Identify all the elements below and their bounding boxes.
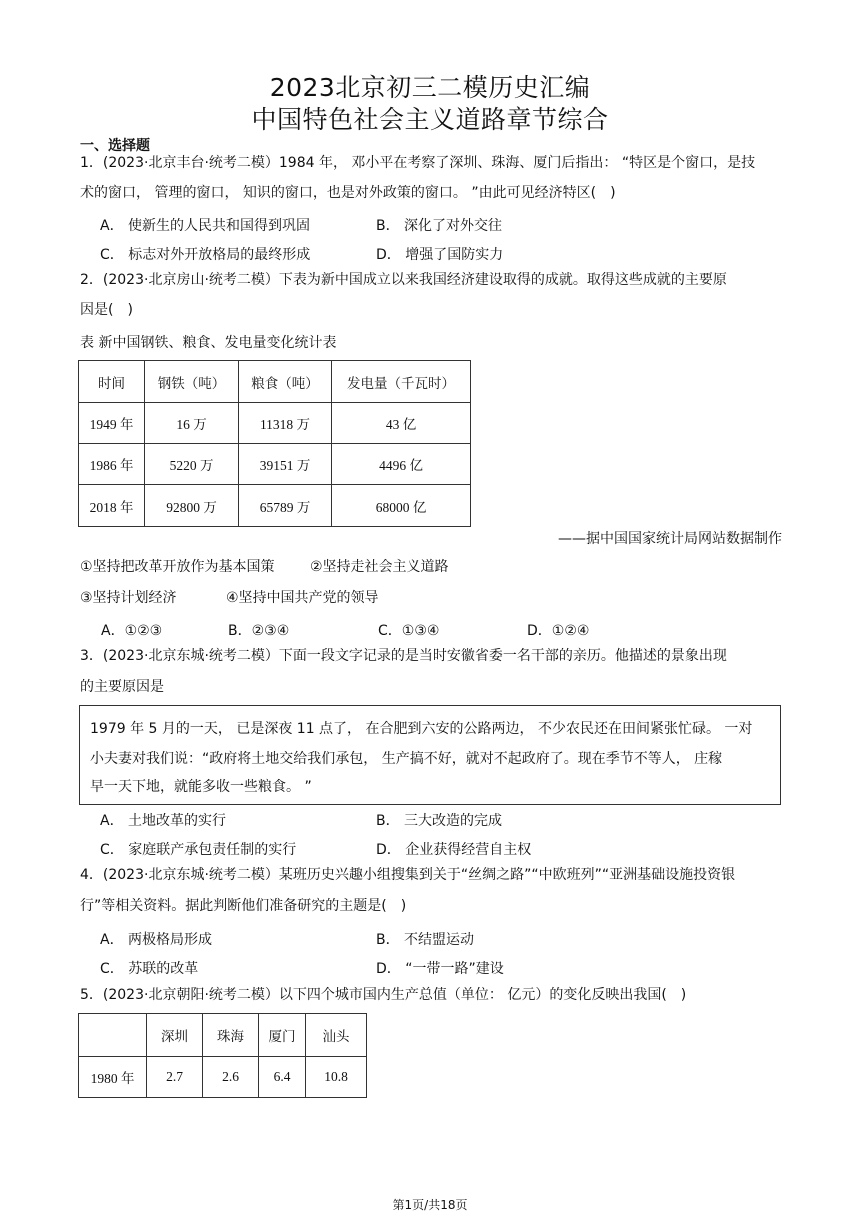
q2-option-b: B．②③④ [228,623,290,639]
q2-stem-line-1: 2．(2023·北京房山·统考二模）下表为新中国成立以来我国经济建设取得的成就。取得这些成就的主要原 [80,272,727,288]
q2-option-d: D．①②④ [527,623,590,639]
table-cell: 2.7 [147,1057,203,1098]
q1-option-d: D． 增强了国防实力 [376,247,504,263]
q1-stem-line-1: 1．(2023·北京丰台·统考二模）1984 年， 邓小平在考察了深圳、珠海、厦门后指出： “特区是个窗口，是技 [80,155,756,171]
table-cell: 68000 亿 [332,485,471,527]
table-row [79,1057,367,1098]
q5-gdp-table [78,1013,367,1098]
q1-option-c: C． 标志对外开放格局的最终形成 [100,247,311,263]
table-cell: 5220 万 [145,444,239,485]
table-header-row [79,361,471,403]
table-cell: 92800 万 [145,485,239,527]
table-cell: 16 万 [145,403,239,444]
q4-stem-line-1: 4．(2023·北京东城·统考二模）某班历史兴趣小组搜集到关于“丝绸之路”“中欧班列”“亚洲基础设施投资银 [80,867,736,883]
q2-statement-2: ②坚持走社会主义道路 [310,559,449,575]
table-cell: 39151 万 [239,444,332,485]
table-row [79,485,471,527]
table-cell: 1980 年 [79,1057,147,1098]
q1-option-a: A． 使新生的人民共和国得到巩固 [100,218,311,234]
table-cell: 11318 万 [239,403,332,444]
q2-stem-line-2: 因是( ) [80,302,133,318]
q2-table-caption: 表 新中国钢铁、粮食、发电量变化统计表 [80,335,337,351]
table-cell: 1986 年 [79,444,145,485]
table-cell: 43 亿 [332,403,471,444]
section-heading: 一、选择题 [80,138,150,154]
table-cell: 4496 亿 [332,444,471,485]
table-header-cell: 时间 [79,361,145,403]
q3-quote-line-1: 1979 年 5 月的一天， 已是深夜 11 点了， 在合肥到六安的公路两边， 不少农民还在田间紧张忙碌。 一对 [90,721,753,737]
q2-statement-3: ③坚持计划经济 [80,590,177,606]
q2-statistics-table [78,360,471,527]
table-header-cell [79,1014,147,1057]
table-row [79,403,471,444]
table-row [79,444,471,485]
table-header-cell: 深圳 [147,1014,203,1057]
q2-option-c: C．①③④ [378,623,440,639]
table-header-row [79,1014,367,1057]
table-header-cell: 钢铁（吨） [145,361,239,403]
table-header-cell: 汕头 [306,1014,367,1057]
q3-option-d: D． 企业获得经营自主权 [376,842,532,858]
table-header-cell: 发电量（千瓦时） [332,361,471,403]
q2-option-a: A．①②③ [101,623,163,639]
q4-option-b: B． 不结盟运动 [376,932,475,948]
table-cell: 2018 年 [79,485,145,527]
q2-statement-1: ①坚持把改革开放作为基本国策 [80,559,275,575]
table-cell: 65789 万 [239,485,332,527]
q3-quote-line-2: 小夫妻对我们说：“政府将土地交给我们承包， 生产搞不好，就对不起政府了。现在季节不等人， 庄稼 [90,751,723,767]
table-cell: 1949 年 [79,403,145,444]
document-title-line-1: 2023北京初三二模历史汇编 [269,73,591,102]
document-title-line-2: 中国特色社会主义道路章节综合 [251,105,609,134]
q5-stem-line-1: 5．(2023·北京朝阳·统考二模）以下四个城市国内生产总值（单位： 亿元）的变化反映出我国( ) [80,987,687,1003]
page-number-footer: 第1页/共18页 [392,1198,468,1212]
q4-option-a: A． 两极格局形成 [100,932,213,948]
q3-option-c: C． 家庭联产承包责任制的实行 [100,842,297,858]
table-cell: 2.6 [203,1057,259,1098]
q3-stem-line-2: 的主要原因是 [80,679,164,695]
table-cell: 6.4 [259,1057,306,1098]
q3-stem-line-1: 3．(2023·北京东城·统考二模）下面一段文字记录的是当时安徽省委一名干部的亲历。他描述的景象出现 [80,648,727,664]
q4-option-c: C． 苏联的改革 [100,961,199,977]
table-header-cell: 粮食（吨） [239,361,332,403]
q4-stem-line-2: 行”等相关资料。据此判断他们准备研究的主题是( ) [80,898,407,914]
q3-option-b: B． 三大改造的完成 [376,813,503,829]
table-cell: 10.8 [306,1057,367,1098]
q2-source-citation: ——据中国国家统计局网站数据制作 [558,531,782,547]
q3-quote-line-3: 早一天下地，就能多收一些粮食。 ” [90,779,312,795]
q1-stem-line-2: 术的窗口， 管理的窗口， 知识的窗口，也是对外政策的窗口。 ”由此可见经济特区( ) [80,185,616,201]
q2-statement-4: ④坚持中国共产党的领导 [226,590,379,606]
table-header-cell: 厦门 [259,1014,306,1057]
q1-option-b: B． 深化了对外交往 [376,218,503,234]
table-header-cell: 珠海 [203,1014,259,1057]
q3-option-a: A． 土地改革的实行 [100,813,227,829]
q4-option-d: D． “一带一路”建设 [376,961,504,977]
